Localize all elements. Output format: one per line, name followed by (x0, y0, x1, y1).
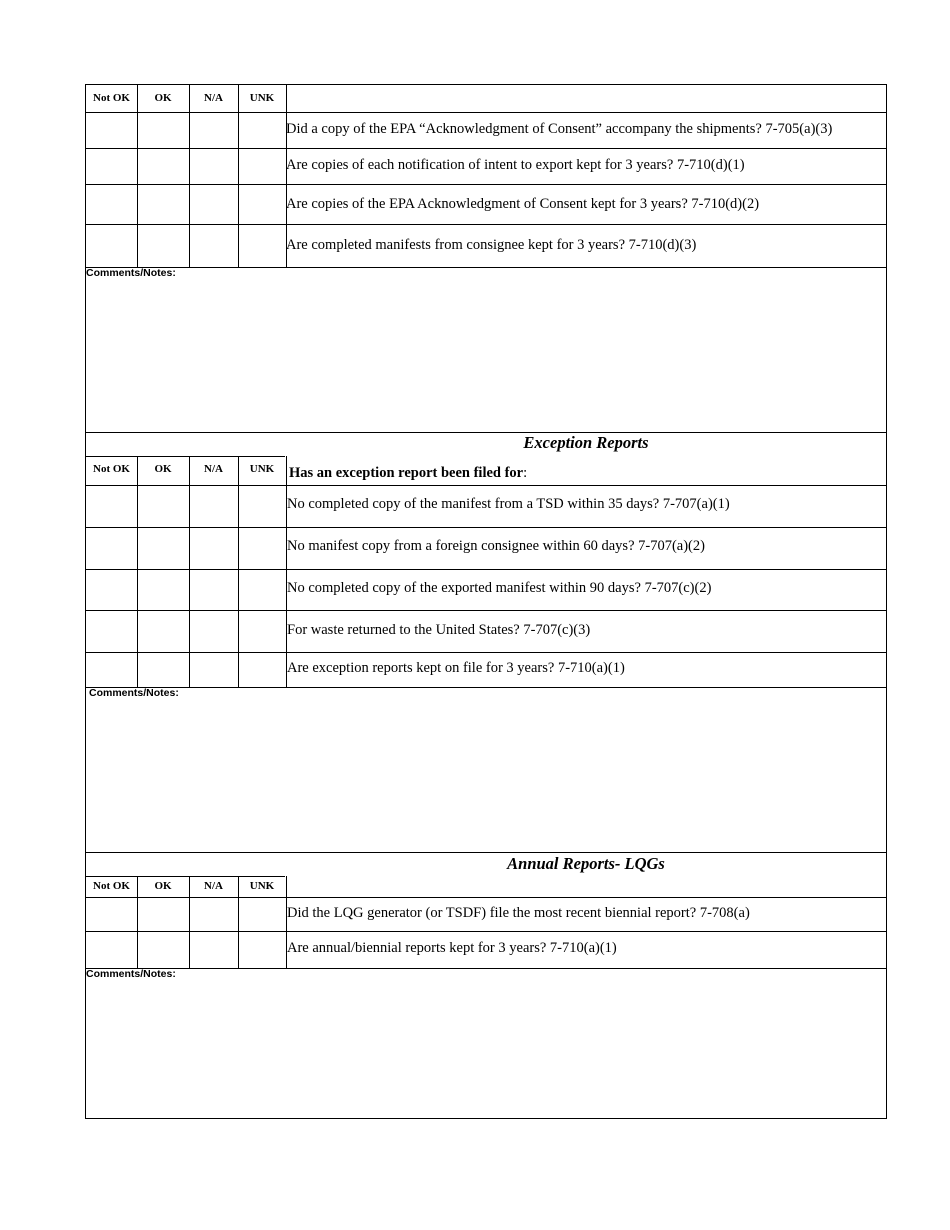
row-divider (86, 968, 886, 969)
question-text: Did a copy of the EPA “Acknowledgment of Consent” accompany the shipments? 7-705(a)(3) (286, 121, 833, 137)
question-text: For waste returned to the United States? 7-707(c)(3) (287, 622, 591, 638)
row-divider (86, 931, 886, 932)
row-divider (86, 876, 285, 877)
question-text: Did the LQG generator (or TSDF) file the most recent biennial report? 7-708(a) (287, 905, 750, 921)
row-divider (86, 897, 886, 898)
column-header-na: N/A (204, 880, 223, 892)
question-text: Are annual/biennial reports kept for 3 years? 7-710(a)(1) (287, 940, 617, 956)
question-text: Are completed manifests from consignee kept for 3 years? 7-710(d)(3) (286, 237, 697, 253)
row-divider (86, 527, 886, 528)
column-header-unk: UNK (249, 92, 275, 104)
comments-label: Comments/Notes: (86, 968, 176, 980)
column-header-not-ok: Not OK (93, 92, 130, 104)
row-divider (86, 184, 886, 185)
question-text: No completed copy of the manifest from a TSD within 35 days? 7-707(a)(1) (287, 496, 730, 512)
exception-report-lead (289, 465, 527, 482)
row-divider (86, 267, 886, 268)
comments-label: Comments/Notes: (89, 687, 179, 699)
comments-label: Comments/Notes: (86, 267, 176, 279)
row-divider (86, 610, 886, 611)
row-divider (86, 148, 886, 149)
question-text: Are copies of each notification of intent to export kept for 3 years? 7-710(d)(1) (286, 157, 745, 173)
row-divider (86, 456, 285, 457)
question-text: No manifest copy from a foreign consignee within 60 days? 7-707(a)(2) (287, 538, 705, 554)
section-title-annual-reports: Annual Reports- LQGs (507, 854, 665, 873)
column-header-na: N/A (204, 463, 223, 475)
row-divider (86, 485, 886, 486)
inspection-checklist-form (85, 84, 887, 1119)
row-divider (86, 112, 886, 113)
lead-bold-text: Has an exception report been filed for (289, 465, 524, 481)
column-header-ok: OK (154, 92, 172, 104)
column-header-not-ok: Not OK (93, 880, 130, 892)
column-header-unk: UNK (249, 463, 275, 475)
column-header-ok: OK (154, 880, 172, 892)
section-title-exception-reports: Exception Reports (523, 433, 649, 452)
column-header-na: N/A (204, 92, 223, 104)
question-text: No completed copy of the exported manifest within 90 days? 7-707(c)(2) (287, 580, 712, 596)
column-header-not-ok: Not OK (93, 463, 130, 475)
row-divider (86, 652, 886, 653)
row-divider (86, 224, 886, 225)
column-header-unk: UNK (249, 880, 275, 892)
question-text: Are copies of the EPA Acknowledgment of Consent kept for 3 years? 7-710(d)(2) (286, 196, 760, 212)
column-header-ok: OK (154, 463, 172, 475)
row-divider (86, 687, 886, 688)
lead-colon: : (523, 465, 528, 481)
section-divider (86, 852, 886, 853)
question-text: Are exception reports kept on file for 3 years? 7-710(a)(1) (287, 660, 625, 676)
row-divider (86, 569, 886, 570)
